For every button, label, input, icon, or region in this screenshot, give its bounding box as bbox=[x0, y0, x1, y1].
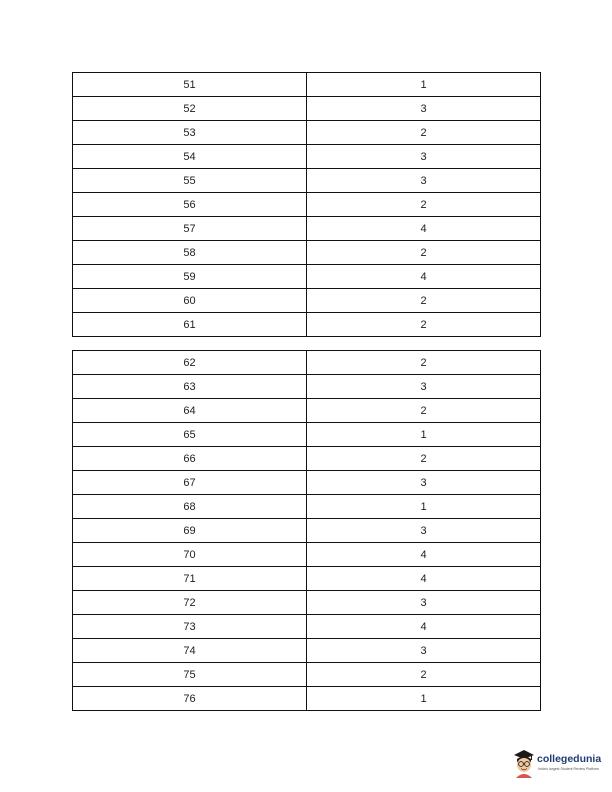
question-number-cell: 63 bbox=[73, 375, 307, 399]
table-row bbox=[73, 519, 541, 543]
question-number-cell: 75 bbox=[73, 663, 307, 687]
table-row bbox=[73, 265, 541, 289]
answer-cell: 1 bbox=[307, 687, 541, 711]
answer-cell: 1 bbox=[307, 423, 541, 447]
table-row bbox=[73, 495, 541, 519]
question-number-cell: 65 bbox=[73, 423, 307, 447]
answer-cell: 4 bbox=[307, 543, 541, 567]
question-number-cell: 70 bbox=[73, 543, 307, 567]
table-row bbox=[73, 567, 541, 591]
table-row bbox=[73, 313, 541, 337]
table-row bbox=[73, 615, 541, 639]
answer-cell: 4 bbox=[307, 265, 541, 289]
answer-cell: 3 bbox=[307, 145, 541, 169]
table-row bbox=[73, 193, 541, 217]
question-number-cell: 69 bbox=[73, 519, 307, 543]
table-row bbox=[73, 73, 541, 97]
answer-cell: 2 bbox=[307, 193, 541, 217]
answer-cell: 3 bbox=[307, 169, 541, 193]
table-row bbox=[73, 447, 541, 471]
brand-tagline: India's largest Student Review Platform bbox=[538, 767, 599, 771]
answer-cell: 2 bbox=[307, 351, 541, 375]
answer-cell: 4 bbox=[307, 217, 541, 241]
question-number-cell: 66 bbox=[73, 447, 307, 471]
brand-name: collegedunia bbox=[537, 753, 602, 765]
question-number-cell: 52 bbox=[73, 97, 307, 121]
answer-cell: 2 bbox=[307, 313, 541, 337]
question-number-cell: 54 bbox=[73, 145, 307, 169]
answer-cell: 2 bbox=[307, 399, 541, 423]
answer-cell: 3 bbox=[307, 471, 541, 495]
question-number-cell: 55 bbox=[73, 169, 307, 193]
table-row bbox=[73, 375, 541, 399]
question-number-cell: 74 bbox=[73, 639, 307, 663]
question-number-cell: 59 bbox=[73, 265, 307, 289]
table-row bbox=[73, 687, 541, 711]
question-number-cell: 72 bbox=[73, 591, 307, 615]
table-row bbox=[73, 169, 541, 193]
table-row bbox=[73, 145, 541, 169]
table-row bbox=[73, 241, 541, 265]
answer-table-body bbox=[73, 351, 541, 711]
question-number-cell: 61 bbox=[73, 313, 307, 337]
question-number-cell: 57 bbox=[73, 217, 307, 241]
answer-cell: 3 bbox=[307, 375, 541, 399]
table-row bbox=[73, 471, 541, 495]
answer-table-body bbox=[73, 73, 541, 337]
answer-cell: 3 bbox=[307, 519, 541, 543]
question-number-cell: 56 bbox=[73, 193, 307, 217]
question-number-cell: 67 bbox=[73, 471, 307, 495]
answer-cell: 1 bbox=[307, 73, 541, 97]
table-row bbox=[73, 639, 541, 663]
table-row bbox=[73, 289, 541, 313]
table-row bbox=[73, 351, 541, 375]
answer-cell: 2 bbox=[307, 289, 541, 313]
answer-table-1 bbox=[72, 72, 541, 337]
answer-cell: 3 bbox=[307, 97, 541, 121]
question-number-cell: 73 bbox=[73, 615, 307, 639]
table-row bbox=[73, 217, 541, 241]
table-row bbox=[73, 121, 541, 145]
answer-cell: 2 bbox=[307, 663, 541, 687]
collegedunia-logo[interactable] bbox=[511, 748, 607, 778]
question-number-cell: 68 bbox=[73, 495, 307, 519]
answer-cell: 2 bbox=[307, 447, 541, 471]
table-row bbox=[73, 423, 541, 447]
question-number-cell: 60 bbox=[73, 289, 307, 313]
mascot-icon bbox=[511, 748, 537, 778]
question-number-cell: 71 bbox=[73, 567, 307, 591]
question-number-cell: 58 bbox=[73, 241, 307, 265]
question-number-cell: 51 bbox=[73, 73, 307, 97]
table-row bbox=[73, 663, 541, 687]
table-row bbox=[73, 591, 541, 615]
answer-table-2 bbox=[72, 350, 541, 711]
answer-cell: 2 bbox=[307, 121, 541, 145]
table-row bbox=[73, 97, 541, 121]
answer-cell: 4 bbox=[307, 615, 541, 639]
table-row bbox=[73, 399, 541, 423]
question-number-cell: 76 bbox=[73, 687, 307, 711]
table-row bbox=[73, 543, 541, 567]
question-number-cell: 53 bbox=[73, 121, 307, 145]
answer-cell: 2 bbox=[307, 241, 541, 265]
answer-cell: 3 bbox=[307, 591, 541, 615]
answer-cell: 3 bbox=[307, 639, 541, 663]
question-number-cell: 64 bbox=[73, 399, 307, 423]
answer-cell: 1 bbox=[307, 495, 541, 519]
answer-cell: 4 bbox=[307, 567, 541, 591]
question-number-cell: 62 bbox=[73, 351, 307, 375]
